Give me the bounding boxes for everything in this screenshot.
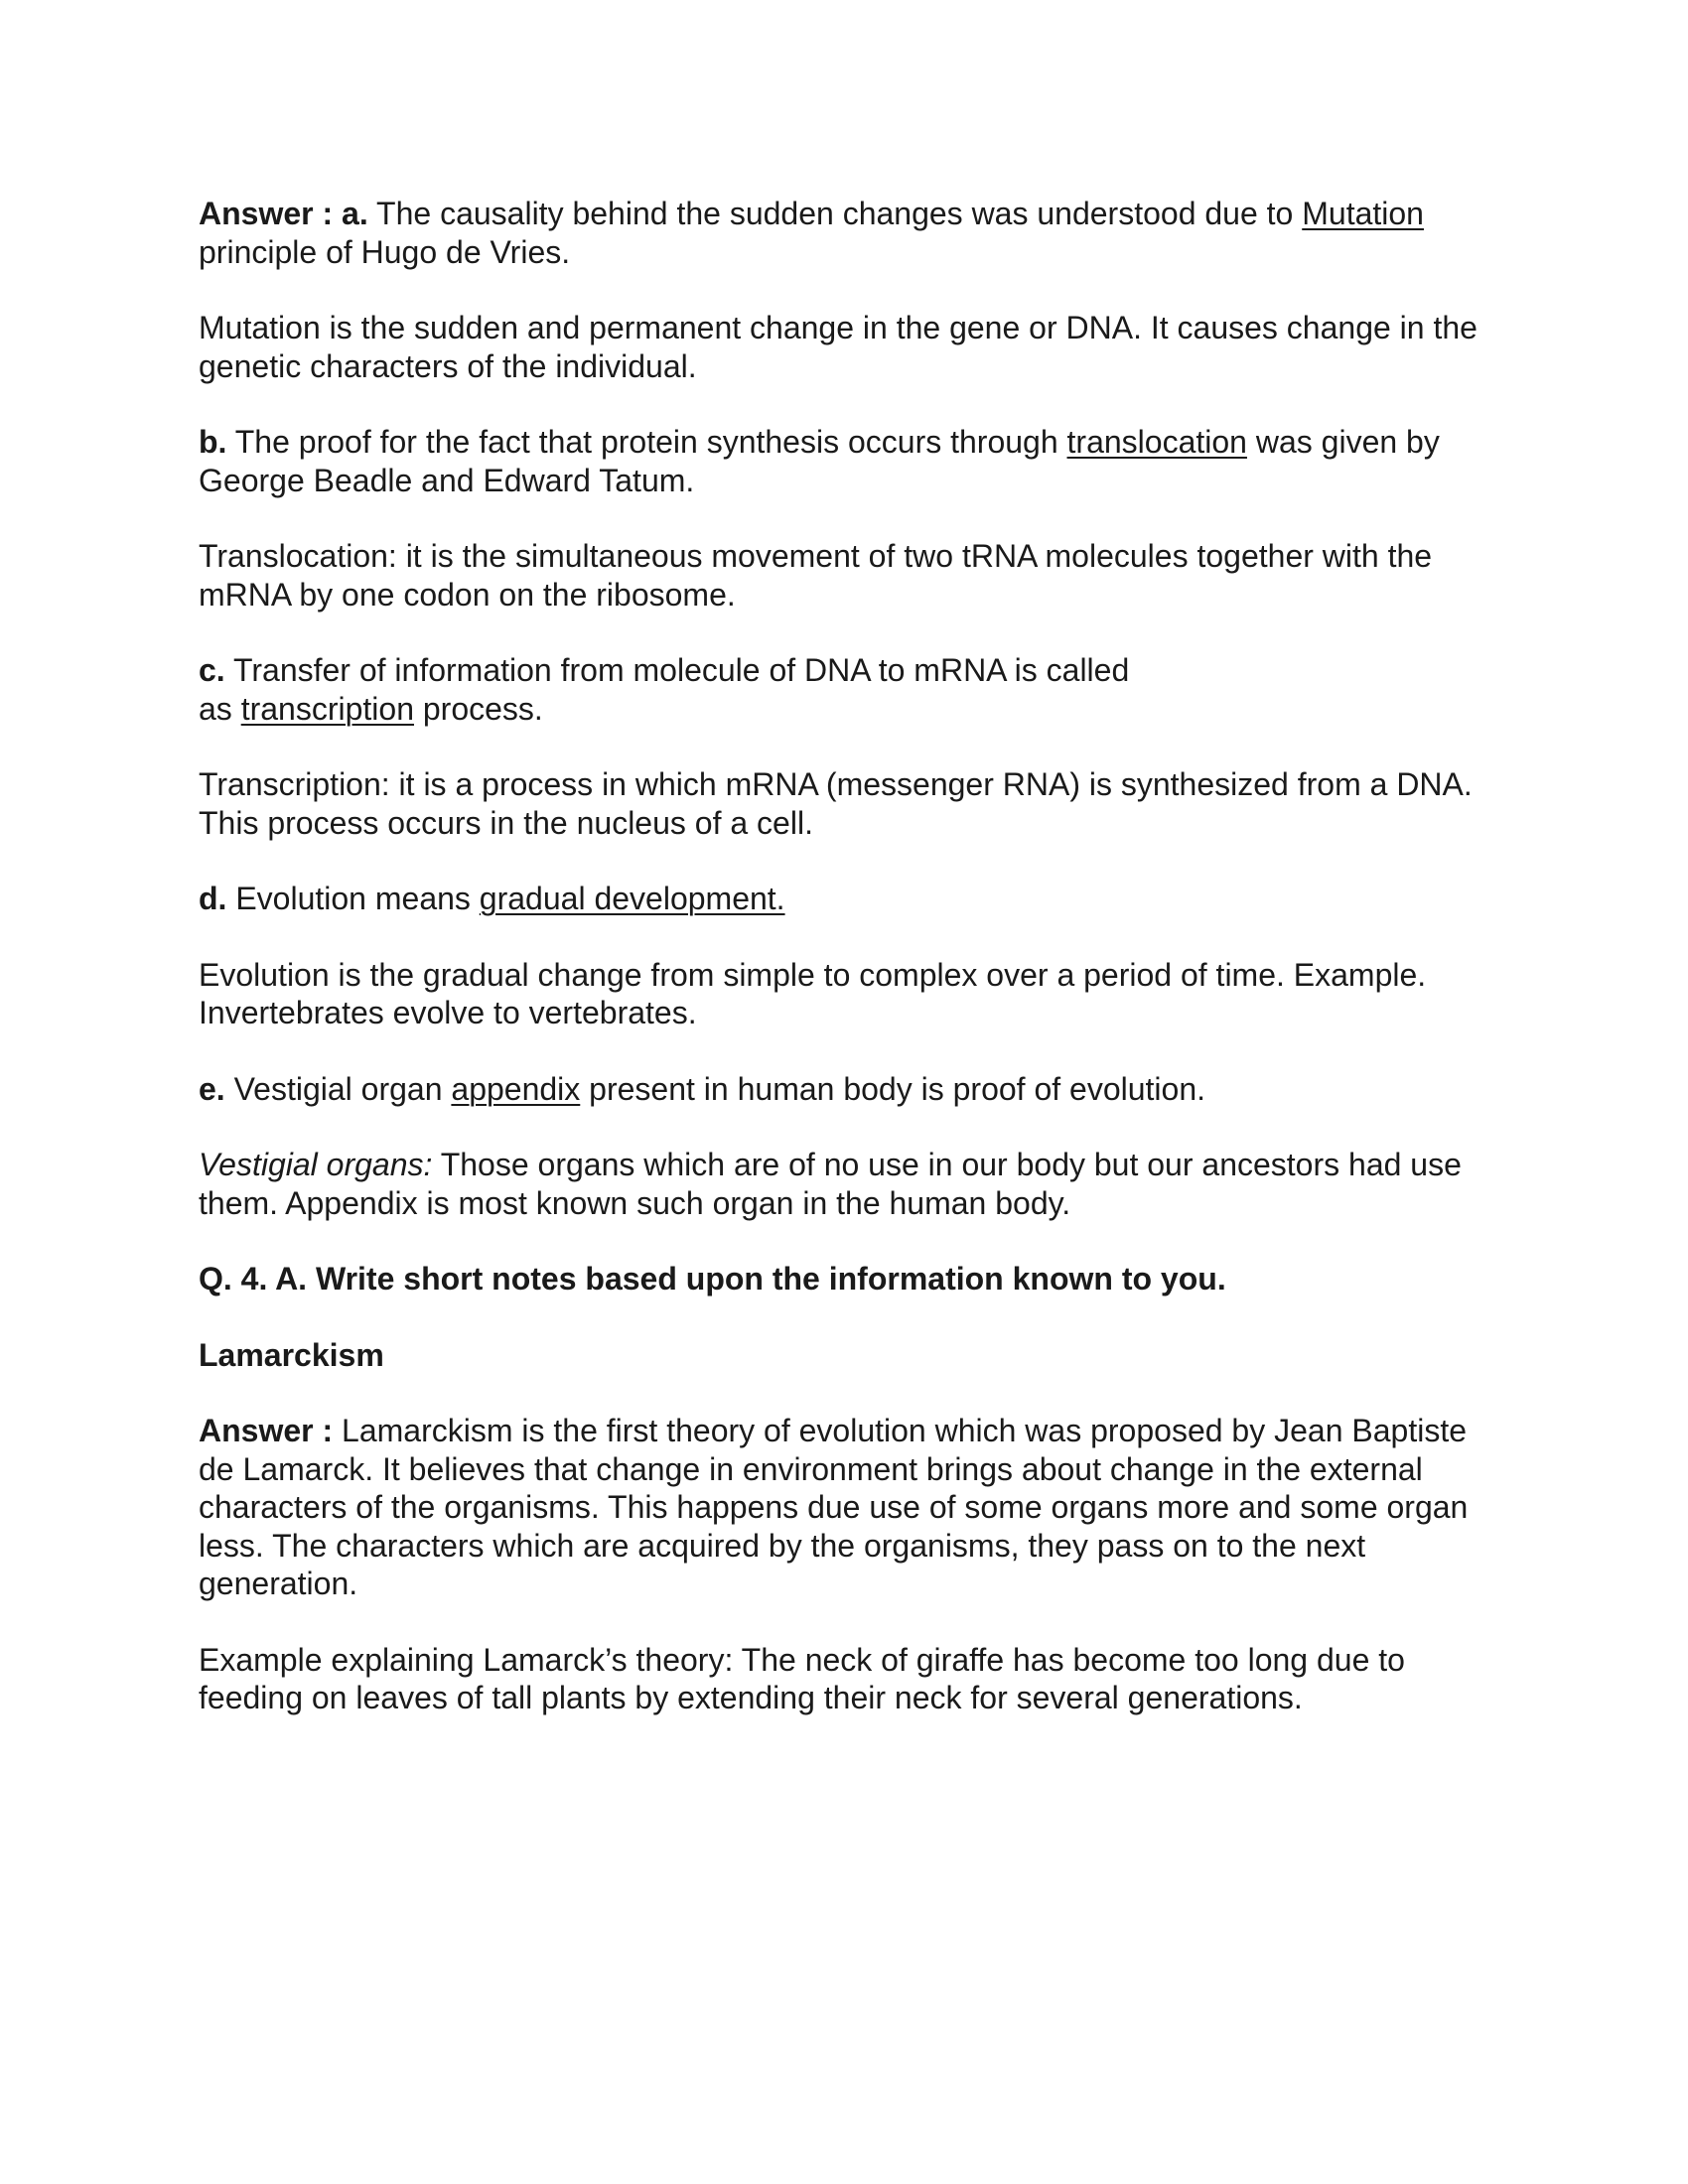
answer-e-text-end: present in human body is proof of evolution. (580, 1070, 1205, 1107)
evolution-definition: Evolution is the gradual change from simple to complex over a period of time. Example. Invertebrates evolve to vertebrates. (199, 956, 1427, 1030)
answer-c-paragraph (199, 651, 1499, 728)
lamarckism-answer-text: Lamarckism is the first theory of evolution which was proposed by Jean Baptiste de Lamarck. It believes that change in environment brings about change in the external characters of the organisms. This happens due use of some organs more and some organ less. The characters which are acquired by the organisms, they pass on to the next generation. (199, 1413, 1469, 1601)
answer-e-text: Vestigial organ (224, 1070, 452, 1107)
answer-c-label: c. (199, 652, 225, 688)
question-4-heading: Q. 4. A. Write short notes based upon the information known to you. (199, 1261, 1226, 1297)
answer-a-paragraph (199, 195, 1499, 271)
answer-d-paragraph (199, 880, 1499, 918)
lamarck-example: Example explaining Lamarck’s theory: The neck of giraffe has become too long due to feeding on leaves of tall plants by extending their neck for several generations. (199, 1641, 1405, 1715)
answer-c-term: transcription (240, 690, 414, 727)
answer-b-paragraph (199, 423, 1499, 499)
answer-b-term: translocation (1066, 424, 1247, 460)
document-page (199, 195, 1499, 1755)
answer-e-term: appendix (451, 1070, 581, 1107)
answer-d-text: Evolution means (226, 881, 480, 916)
lamarckism-heading: Lamarckism (199, 1336, 384, 1373)
answer-b-text-end: was given by George Beadle and Edward Tatum. (199, 424, 1440, 498)
vestigial-text: Those organs which are of no use in our body but our ancestors had use them. Appendix is most known such organ in the human body. (199, 1147, 1462, 1221)
vestigial-term: Vestigial organs: (199, 1147, 433, 1182)
answer-b-label: b. (199, 424, 227, 460)
transcription-definition: Transcription: it is a process in which mRNA (messenger RNA) is synthesized from a DNA. This process occurs in the nucleus of a cell. (199, 766, 1473, 841)
answer-e-paragraph (199, 1070, 1499, 1109)
lamarckism-answer-label: Answer : (199, 1413, 334, 1448)
answer-d-term: gradual development. (479, 881, 785, 916)
answer-e-label: e. (199, 1070, 225, 1107)
lamarckism-answer (199, 1412, 1499, 1603)
answer-c-text: Transfer of information from molecule of DNA to mRNA is called (224, 652, 1130, 688)
answer-a-text-end: principle of Hugo de Vries. (199, 233, 571, 270)
answer-a-text: The causality behind the sudden changes was understood due to (367, 196, 1303, 231)
answer-a-term: Mutation (1302, 196, 1424, 231)
answer-d-label: d. (199, 881, 227, 916)
answer-a-label: Answer : a. (199, 196, 368, 231)
vestigial-definition (199, 1146, 1499, 1222)
mutation-definition: Mutation is the sudden and permanent change in the gene or DNA. It causes change in the genetic characters of the individual. (199, 310, 1477, 384)
answer-c-text-2: as (199, 690, 241, 727)
answer-c-text-end: process. (413, 690, 543, 727)
translocation-definition: Translocation: it is the simultaneous movement of two tRNA molecules together with the mRNA by one codon on the ribosome. (199, 538, 1433, 613)
answer-b-text: The proof for the fact that protein synthesis occurs through (226, 424, 1067, 460)
